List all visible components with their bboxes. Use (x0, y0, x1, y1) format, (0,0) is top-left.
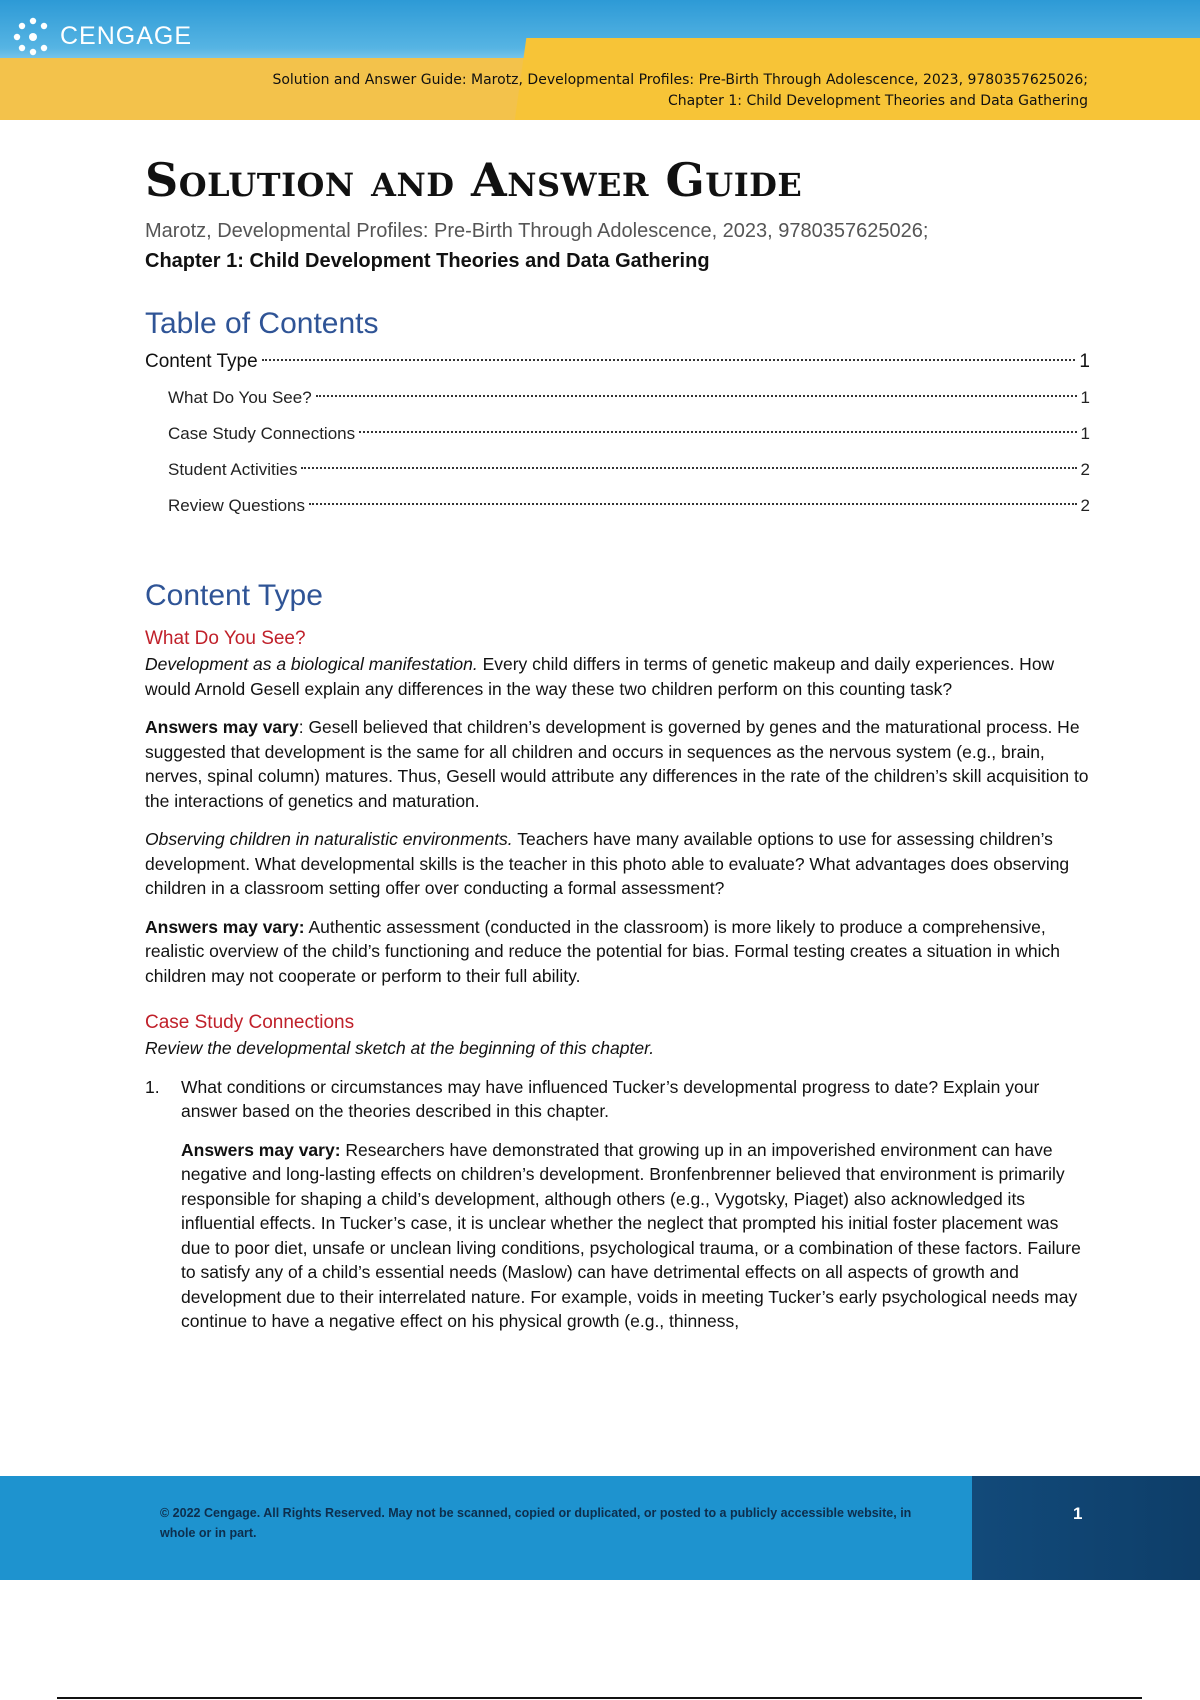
running-header-line2: Chapter 1: Child Development Theories and Data Gathering (667, 93, 1088, 109)
numbered-question (145, 1075, 1090, 1124)
toc-leader (301, 467, 1076, 469)
toc-leader (309, 503, 1077, 505)
toc-entry-case-study-connections[interactable] (168, 416, 1090, 452)
subsection-heading-what-do-you-see: What Do You See? (145, 628, 306, 649)
document-title: Solution and Answer Guide (145, 153, 803, 207)
page-footer-band (0, 1476, 1200, 1580)
toc-entry-page: 1 (1080, 388, 1090, 407)
answer-paragraph (145, 915, 1090, 989)
subsection-heading-case-study: Case Study Connections (145, 1012, 355, 1033)
question-text: What conditions or circumstances may have influenced Tucker’s developmental progress to date? Explain your answer based on the theories described in this chapter. (181, 1076, 1040, 1121)
document-body (145, 150, 1090, 1334)
question-paragraph (145, 827, 1090, 901)
toc-entry-label: Content Type (145, 351, 258, 372)
toc-entry-page: 2 (1080, 496, 1090, 515)
question-text: Teachers have many available options to use for assessing children’s development. What developmental skills is the teacher in this photo able to evaluate? What advantages does observing children in a classroom setting offer over conducting a formal assessment? (145, 829, 1070, 898)
document-subtitle: Marotz, Developmental Profiles: Pre-Birth Through Adolescence, 2023, 9780357625026; (145, 220, 929, 242)
answer-lead: Answers may vary: (145, 916, 305, 937)
footer-dark-panel (972, 1476, 1200, 1580)
answer-paragraph (145, 715, 1090, 813)
answer-text: Authentic assessment (conducted in the classroom) is more likely to produce a comprehensive, realistic overview of the child’s functioning and reduce the potential for bias. Formal testing creates a situation in which children may not cooperate or perform to their full ability. (145, 916, 1061, 986)
brand-name: CENGAGE (60, 21, 193, 50)
answer-paragraph (181, 1138, 1090, 1334)
toc-entry-page: 2 (1080, 460, 1090, 479)
question-text: Every child differs in terms of genetic makeup and daily experiences. How would Arnold Gesell explain any differences in the way these two children perform on this counting task? (145, 654, 1055, 699)
toc-leader (262, 359, 1076, 361)
question-number: 1. (145, 1076, 160, 1097)
toc-entry-label: Student Activities (168, 460, 298, 479)
case-study-intro-text: Review the developmental sketch at the beginning of this chapter. (145, 1038, 655, 1058)
toc-heading: Table of Contents (145, 307, 379, 340)
question-paragraph (145, 652, 1090, 701)
cengage-logo-icon (12, 16, 54, 56)
toc-entry-content-type[interactable] (145, 344, 1090, 380)
toc-entry-label: Review Questions (168, 496, 306, 515)
toc-entry-review-questions[interactable] (168, 488, 1090, 524)
toc-leader (316, 395, 1077, 397)
section-heading-content-type: Content Type (145, 579, 323, 612)
page-number: 1 (1073, 1504, 1083, 1523)
running-header (272, 70, 1088, 112)
toc-entry-student-activities[interactable] (168, 452, 1090, 488)
page-header-band (0, 0, 1200, 120)
toc-entry-page: 1 (1080, 424, 1090, 443)
question-lead: Development as a biological manifestation. (145, 654, 478, 674)
question-lead: Observing children in naturalistic environments. (145, 829, 513, 849)
toc-entry-page: 1 (1079, 351, 1090, 372)
running-header-line1: Solution and Answer Guide: Marotz, Developmental Profiles: Pre-Birth Through Adolescence, 2023, 9780357625026; (272, 72, 1088, 88)
bottom-divider (57, 1697, 1142, 1699)
answer-text: Researchers have demonstrated that growing up in an impoverished environment can have negative and long-lasting effects on children’s development. Bronfenbrenner believed that environment is primarily responsible for shaping a child’s development, although others (e.g., Vygotsky, Piaget) also acknowledged its influential effects. In Tucker’s case, it is unclear whether the neglect that prompted his initial foster placement was due to poor diet, unsafe or unclean living conditions, psychological trauma, or a combination of these factors. Failure to satisfy any of a child’s essential needs (Maslow) can have detrimental effects on all aspects of growth and development due to their interrelated nature. For example, voids in meeting Tucker’s early psychological needs may continue to have a negative effect on his physical growth (e.g., thinness, (181, 1139, 1081, 1331)
answer-text: : Gesell believed that children’s development is governed by genes and the maturational process. He suggested that development is the same for all children and occurs in sequences as the nervous system (e.g., brain, nerves, spinal column) matures. Thus, Gesell would attribute any differences in the rate of the children’s skill acquisition to the interactions of genetics and maturation. (145, 717, 1089, 811)
document-chapter: Chapter 1: Child Development Theories and Data Gathering (145, 250, 710, 272)
toc-entry-what-do-you-see[interactable] (168, 380, 1090, 416)
cengage-logo (12, 16, 192, 56)
toc-leader (359, 431, 1076, 433)
copyright-notice: © 2022 Cengage. All Rights Reserved. May not be scanned, copied or duplicated, or posted to a publicly accessible website, in whole or in part. (160, 1506, 912, 1540)
case-study-intro (145, 1036, 1090, 1061)
toc-entry-label: Case Study Connections (168, 424, 356, 443)
toc-entry-label: What Do You See? (168, 388, 312, 407)
answer-lead: Answers may vary: (181, 1139, 341, 1160)
answer-lead: Answers may vary (145, 717, 299, 737)
